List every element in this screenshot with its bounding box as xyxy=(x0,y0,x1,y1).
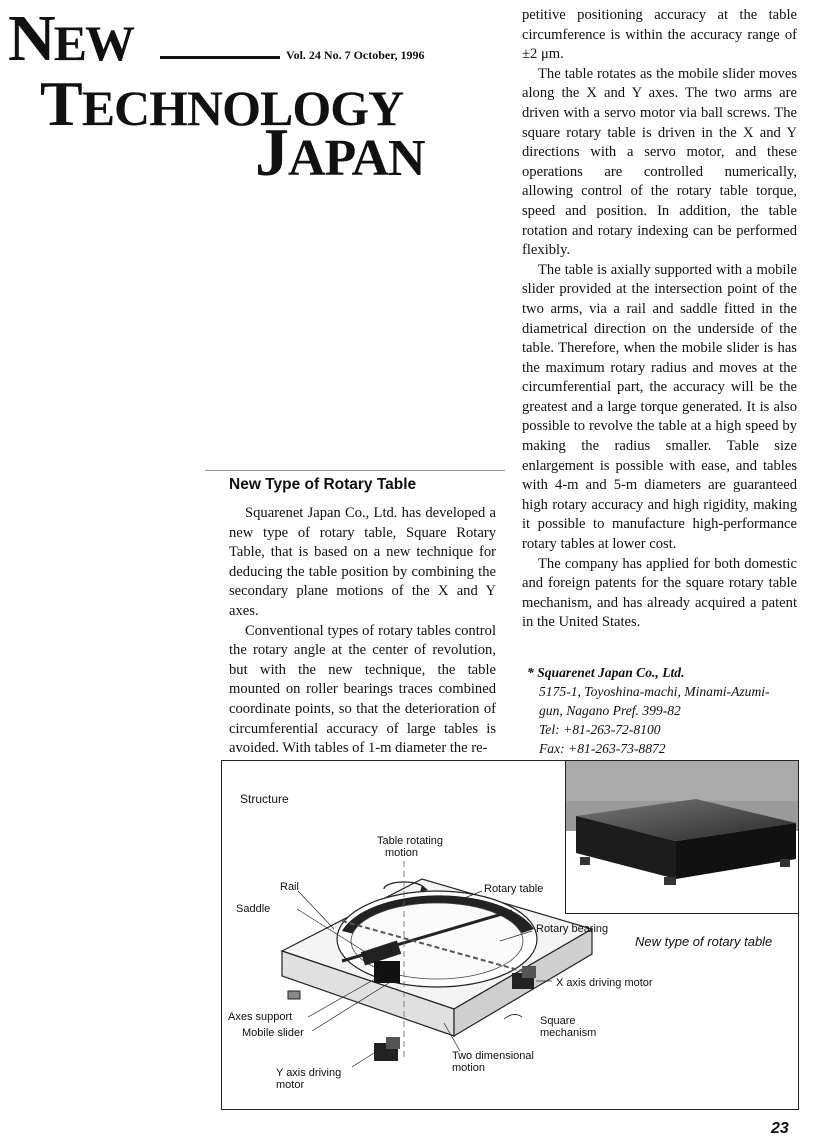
masthead-tech-rest: ECHNOLOGY xyxy=(81,80,404,136)
figure-box xyxy=(221,760,799,1110)
contact-tel: Tel: +81-263-72-8100 xyxy=(539,722,661,737)
masthead-rule xyxy=(160,56,280,59)
label-mobile-slider: Mobile slider xyxy=(242,1027,304,1039)
masthead-tech-cap: T xyxy=(40,68,82,139)
label-x-motor: X axis driving motor xyxy=(556,977,653,989)
label-y-motor: motor xyxy=(276,1079,305,1091)
paragraph: The company has applied for both domestic and foreign patents for the square rotary table mechanism, and has already acquired a patent in the United States. xyxy=(522,555,797,631)
paragraph: Conventional types of rotary tables control the rotary angle at the center of revolution, but with the new technique, the table mounted on roller bearings traces combined coordinate points, so that the deterioration of circumferential accuracy of large tables is avoided. With tables of 1-m diameter the re- xyxy=(229,622,496,757)
masthead-japan-rest: APAN xyxy=(288,130,425,187)
figure-caption: New type of rotary table xyxy=(635,934,773,949)
paragraph: The table rotates as the mobile slider moves along the X and Y axes. The two arms are driven with a servo motor via ball screws. The square rotary table is driven in the X and Y directions with a servo motor, and these operations are controlled numerically, allowing control of the rotary table torque, speed and position. In addition, the table rotation and rotary indexing can be performed flexibly. xyxy=(522,65,797,259)
masthead-new-rest: EW xyxy=(53,15,134,71)
label-y-axis-driving: Y axis driving xyxy=(276,1067,342,1079)
contact-address-line1: 5175-1, Toyoshina-machi, Minami-Azumi- xyxy=(539,684,770,699)
label-rotary-table: Rotary table xyxy=(484,883,544,895)
paragraph: The table is axially supported with a mobile slider provided at the intersection point of the two arms, via a rail and saddle fitted in the diametrical direction on the underside of the table. Therefore, when the mobile slider is has the maximum rotary radius and moves at the circumferential part, the accuracy will be the greatest and a large torque generated. It is also possible to revolve the table at a high speed by making the radius smaller. Table size enlargement is possible with ease, and tables with 4-m and 5-m diameters are guaranteed high rotary accuracy and high rigidity, making it possible to manufacture high-performance rotary tables at lower cost. xyxy=(522,261,797,553)
masthead-japan xyxy=(255,114,425,190)
label-two-dimensional-motion: motion xyxy=(452,1062,486,1074)
masthead-japan-cap: J xyxy=(255,114,288,190)
label-rail: Rail xyxy=(280,881,299,893)
label-saddle: Saddle xyxy=(236,903,271,915)
label-two-dimensional: Two dimensional xyxy=(452,1050,534,1062)
product-photo-image xyxy=(566,761,798,913)
label-square: Square xyxy=(540,1015,576,1027)
product-photo xyxy=(565,761,798,914)
section-rule xyxy=(205,470,505,471)
paragraph-continuation: petitive positioning accuracy at the table circumference is within the accuracy range of ±2 μm. xyxy=(522,7,797,63)
label-table-rotating: Table rotating xyxy=(377,835,444,847)
label-table-rotating-motion: motion xyxy=(385,847,419,859)
contact-block xyxy=(527,663,802,758)
label-axes-support: Axes support xyxy=(228,1011,293,1023)
page-number: 23 xyxy=(771,1120,789,1137)
label-square-mechanism: mechanism xyxy=(540,1027,597,1039)
left-column xyxy=(229,504,496,759)
contact-fax: Fax: +81-263-73-8872 xyxy=(539,741,666,756)
structure-title: Structure xyxy=(240,792,289,806)
masthead-new-cap: N xyxy=(8,2,54,75)
issue-info: Vol. 24 No. 7 October, 1996 xyxy=(286,48,425,62)
masthead-new xyxy=(8,2,134,75)
paragraph: Squarenet Japan Co., Ltd. has developed a new type of rotary table, Square Rotary Table, that is based on a new technique for deducing the table position by combining the secondary plane motions of the X and Y axes. xyxy=(229,505,496,619)
article-heading: New Type of Rotary Table xyxy=(229,476,417,493)
right-column xyxy=(522,6,797,633)
contact-address-line2: gun, Nagano Pref. 399-82 xyxy=(539,703,681,718)
label-rotary-bearing: Rotary bearing xyxy=(536,923,609,935)
contact-company: * Squarenet Japan Co., Ltd. xyxy=(527,665,685,680)
